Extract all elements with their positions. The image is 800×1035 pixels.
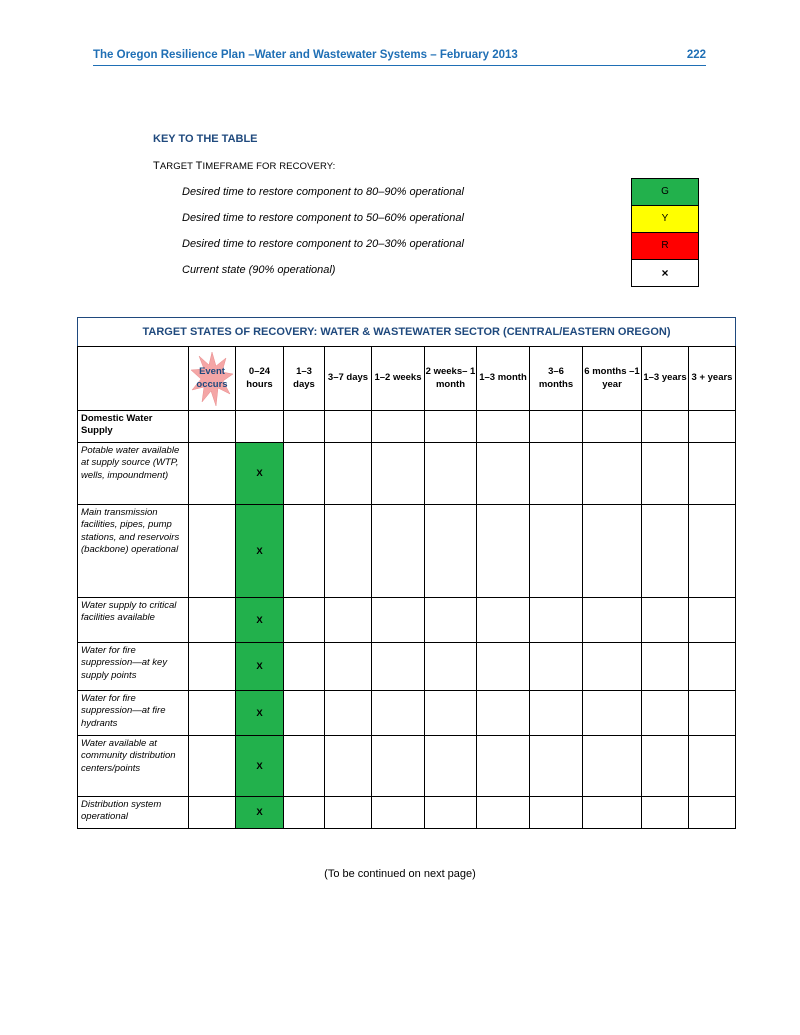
row-label: Distribution system operational	[78, 797, 189, 829]
row-mark: X	[236, 598, 284, 643]
legend-current: ×	[632, 260, 698, 286]
header-blank	[78, 347, 189, 411]
row-label: Main transmission facilities, pipes, pump stations, and reservoirs (backbone) operational	[78, 505, 189, 598]
header-col-5: 2 weeks– 1 month	[425, 347, 477, 411]
header-col-4: 1–2 weeks	[372, 347, 425, 411]
row-mark: X	[236, 643, 284, 691]
header-col-3: 3–7 days	[325, 347, 372, 411]
key-line-current: Current state (90% operational)	[182, 264, 336, 276]
table-row	[78, 691, 736, 736]
table-row	[78, 598, 736, 643]
header-col-7: 3–6 months	[530, 347, 583, 411]
key-line-red: Desired time to restore component to 20–30% operational	[182, 238, 464, 250]
document-title: The Oregon Resilience Plan –Water and Wastewater Systems – February 2013	[93, 49, 518, 61]
legend-red: R	[632, 233, 698, 260]
header-col-2: 1–3 days	[284, 347, 325, 411]
table-row	[78, 443, 736, 505]
row-mark: X	[236, 505, 284, 598]
header-row	[78, 347, 736, 411]
row-label: Water supply to critical facilities available	[78, 598, 189, 643]
row-mark: X	[236, 443, 284, 505]
table-row	[78, 643, 736, 691]
row-label: Water available at community distribution centers/points	[78, 736, 189, 797]
group-label: Domestic Water Supply	[78, 411, 189, 443]
page-number: 222	[686, 49, 706, 61]
continuation-note: (To be continued on next page)	[324, 868, 476, 880]
key-line-yellow: Desired time to restore component to 50–60% operational	[182, 212, 464, 224]
header-col-1: 0–24 hours	[236, 347, 284, 411]
table-row	[78, 736, 736, 797]
row-mark: X	[236, 736, 284, 797]
table-title: TARGET STATES OF RECOVERY: WATER & WASTEWATER SECTOR (CENTRAL/EASTERN OREGON)	[78, 318, 736, 347]
header-col-8: 6 months –1 year	[583, 347, 642, 411]
key-subtitle: TARGET TIMEFRAME FOR RECOVERY:	[153, 160, 336, 172]
recovery-table	[77, 317, 736, 829]
header-col-10: 3 + years	[689, 347, 736, 411]
header-col-9: 1–3 years	[642, 347, 689, 411]
row-label: Water for fire suppression—at key supply points	[78, 643, 189, 691]
legend-yellow: Y	[632, 206, 698, 233]
key-title: KEY TO THE TABLE	[153, 133, 258, 145]
row-label: Potable water available at supply source (WTP, wells, impoundment)	[78, 443, 189, 505]
row-label: Water for fire suppression—at fire hydrants	[78, 691, 189, 736]
row-mark: X	[236, 691, 284, 736]
legend-green: G	[632, 179, 698, 206]
header-event-occurs: Event occurs	[189, 347, 236, 411]
table-row	[78, 505, 736, 598]
key-line-green: Desired time to restore component to 80–90% operational	[182, 186, 464, 198]
color-legend	[631, 178, 699, 287]
header-col-6: 1–3 month	[477, 347, 530, 411]
table-row	[78, 797, 736, 829]
group-row	[78, 411, 736, 443]
page-header	[93, 49, 706, 66]
row-mark: X	[236, 797, 284, 829]
